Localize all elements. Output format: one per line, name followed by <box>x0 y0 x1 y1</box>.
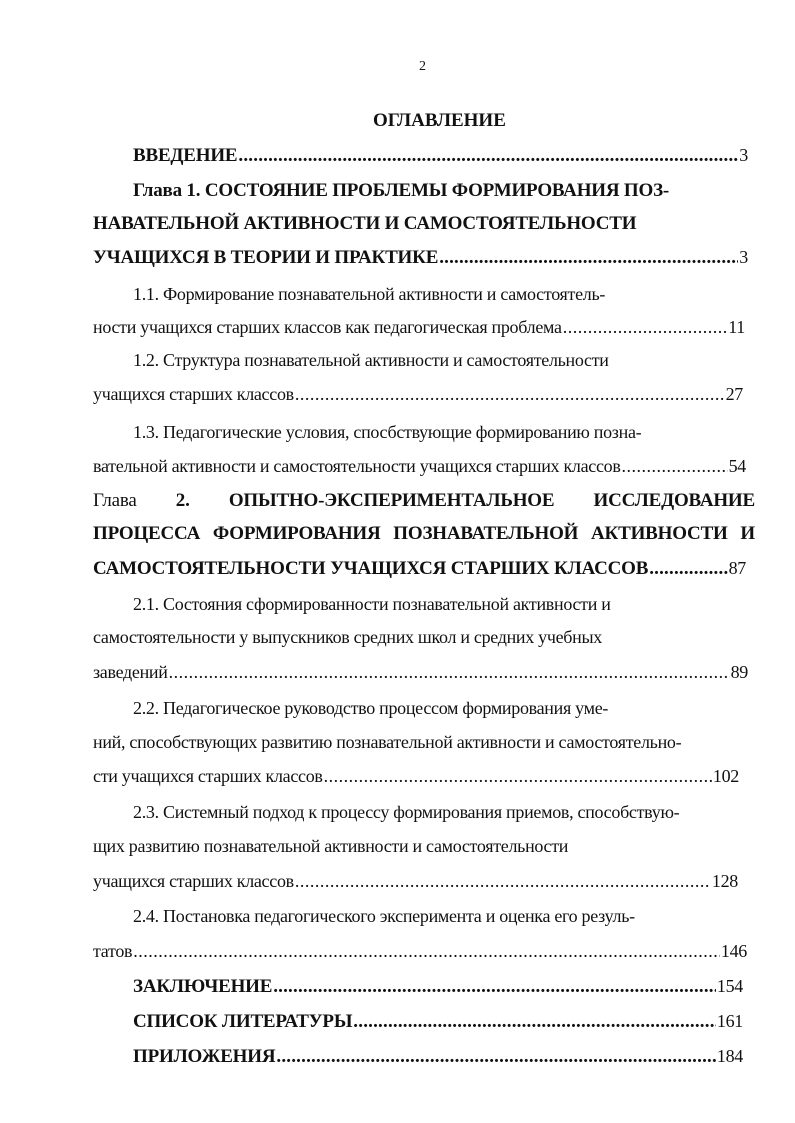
toc-section-1-3-line2[interactable] <box>93 457 746 475</box>
toc-chapter2-line2[interactable] <box>93 524 755 543</box>
toc-section-2-3-line3[interactable] <box>93 872 738 890</box>
toc-section-2-1-line3[interactable] <box>93 663 748 681</box>
toc-section-2-4-line2[interactable] <box>93 942 747 960</box>
toc-entry-label: ВВЕДЕНИЕ <box>133 145 238 166</box>
toc-section-2-1-line2[interactable]: самостоятельности у выпускников средних школ и средних учебных <box>93 627 602 647</box>
dot-leader <box>133 942 720 960</box>
word: ПРОЦЕССА <box>93 523 201 544</box>
dot-leader <box>324 767 712 785</box>
toc-entry-label: заведений <box>93 662 168 682</box>
toc-chapter1-line1[interactable]: Глава 1. СОСТОЯНИЕ ПРОБЛЕМЫ ФОРМИРОВАНИЯ ПОЗ- <box>133 180 670 201</box>
toc-section-2-2-line1[interactable]: 2.2. Педагогическое руководство процессом формирования уме- <box>133 698 609 718</box>
toc-section-1-2-line1[interactable]: 1.2. Структура познавательной активности и самостоятельности <box>133 350 609 370</box>
toc-section-2-3-line1[interactable]: 2.3. Системный подход к процессу формирования приемов, способствую- <box>133 802 680 822</box>
toc-page-number: 89 <box>730 662 748 682</box>
dot-leader <box>295 872 711 890</box>
toc-section-1-3-line1[interactable]: 1.3. Педагогические условия, спосбствующие формированию позна- <box>133 422 642 442</box>
toc-entry-label: учащихся старших классов <box>93 871 294 891</box>
toc-page-number: 184 <box>716 1046 743 1066</box>
toc-section-2-1-line1[interactable]: 2.1. Состояния сформированности познавательной активности и <box>133 594 611 614</box>
page-number: 2 <box>419 59 426 74</box>
toc-page-number: 154 <box>716 976 743 996</box>
toc-section-1-1-line2[interactable] <box>93 318 745 336</box>
toc-chapter2-line1[interactable] <box>93 491 755 510</box>
word: ФОРМИРОВАНИЯ <box>212 523 381 544</box>
toc-section-2-3-line2[interactable]: щих развитию познавательной активности и самостоятельности <box>93 836 569 856</box>
dot-leader <box>439 248 738 267</box>
toc-page-number: 102 <box>712 766 739 786</box>
toc-entry-label: учащихся старших классов <box>93 384 294 404</box>
toc-section-1-1-line1[interactable]: 1.1. Формирование познавательной активности и самостоятель- <box>133 284 606 304</box>
toc-entry-label: ности учащихся старших классов как педагогическая проблема <box>93 317 562 337</box>
dot-leader <box>622 457 728 475</box>
toc-entry-label: татов <box>93 941 133 961</box>
word: 2. <box>175 490 190 511</box>
toc-chapter1-line3[interactable] <box>93 248 748 267</box>
toc-entry-label: вательной активности и самостоятельности учащихся старших классов <box>93 456 621 476</box>
toc-page-number: 87 <box>728 558 746 578</box>
toc-entry-label: ПРИЛОЖЕНИЯ <box>133 1046 276 1067</box>
toc-entry-intro[interactable] <box>133 146 748 165</box>
toc-entry-conclusion[interactable] <box>133 977 743 996</box>
toc-page-number: 3 <box>739 145 748 165</box>
dot-leader <box>563 318 728 336</box>
toc-entry-label: СПИСОК ЛИТЕРАТУРЫ <box>133 1011 353 1032</box>
dot-leader <box>169 663 730 681</box>
dot-leader <box>276 1047 716 1066</box>
toc-entry-label: УЧАЩИХСЯ В ТЕОРИИ И ПРАКТИКЕ <box>93 247 439 268</box>
toc-page-number: 161 <box>716 1011 743 1031</box>
dot-leader <box>649 559 727 578</box>
toc-chapter1-line2[interactable]: НАВАТЕЛЬНОЙ АКТИВНОСТИ И САМОСТОЯТЕЛЬНОСТИ <box>93 213 637 234</box>
toc-entry-label: сти учащихся старших классов <box>93 766 323 786</box>
toc-entry-references[interactable] <box>133 1012 743 1031</box>
toc-section-2-4-line1[interactable]: 2.4. Постановка педагогического эксперимента и оценка его резуль- <box>133 906 635 926</box>
toc-chapter2-line3[interactable] <box>93 559 746 578</box>
word: Глава <box>93 490 137 511</box>
dot-leader <box>353 1012 716 1031</box>
word: И <box>740 523 755 544</box>
toc-section-2-2-line3[interactable] <box>93 767 739 785</box>
page-title: ОГЛАВЛЕНИЕ <box>373 110 506 131</box>
toc-section-1-2-line2[interactable] <box>93 385 743 403</box>
toc-page-number: 128 <box>711 871 738 891</box>
toc-page-number: 27 <box>725 384 743 404</box>
dot-leader <box>295 385 725 403</box>
toc-entry-label: ЗАКЛЮЧЕНИЕ <box>133 976 273 997</box>
toc-entry-label: САМОСТОЯТЕЛЬНОСТИ УЧАЩИХСЯ СТАРШИХ КЛАССОВ <box>93 558 649 579</box>
toc-page-number: 11 <box>728 317 745 337</box>
toc-section-2-2-line2[interactable]: ний, способствующих развитию познавательной активности и самостоятельно- <box>93 732 682 752</box>
toc-page-number: 146 <box>720 941 747 961</box>
toc-page-number: 3 <box>739 247 748 267</box>
word: ИССЛЕДОВАНИЕ <box>593 490 755 511</box>
dot-leader <box>238 146 738 165</box>
word: ОПЫТНО-ЭКСПЕРИМЕНТАЛЬНОЕ <box>228 490 555 511</box>
toc-page-number: 54 <box>728 456 746 476</box>
toc-entry-appendices[interactable] <box>133 1047 743 1066</box>
dot-leader <box>273 977 716 996</box>
word: АКТИВНОСТИ <box>591 523 728 544</box>
word: ПОЗНАВАТЕЛЬНОЙ <box>393 523 579 544</box>
